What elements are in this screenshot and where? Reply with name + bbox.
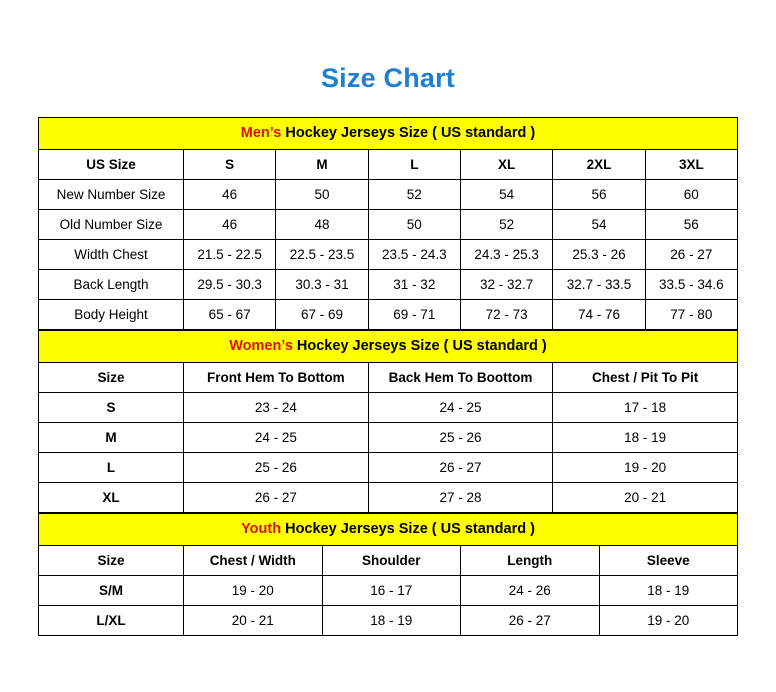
mens-cell: 50 [276, 180, 368, 210]
mens-header-cell: US Size [39, 150, 184, 180]
womens-header-cell: Chest / Pit To Pit [553, 363, 738, 393]
mens-header-cell: M [276, 150, 368, 180]
table-row [39, 180, 738, 210]
womens-banner-rest: Hockey Jerseys Size ( US standard ) [292, 338, 547, 355]
mens-banner [39, 118, 738, 150]
mens-cell: 26 - 27 [645, 240, 737, 270]
youth-header-cell: Size [39, 546, 184, 576]
mens-cell: 24.3 - 25.3 [460, 240, 552, 270]
womens-header-cell: Front Hem To Bottom [184, 363, 369, 393]
table-row [39, 240, 738, 270]
womens-cell: 25 - 26 [368, 423, 553, 453]
mens-cell: 52 [460, 210, 552, 240]
mens-cell: 72 - 73 [460, 300, 552, 330]
mens-cell: 46 [184, 210, 276, 240]
womens-cell: 23 - 24 [184, 393, 369, 423]
mens-cell: 21.5 - 22.5 [184, 240, 276, 270]
mens-cell: 25.3 - 26 [553, 240, 645, 270]
youth-row-label: L/XL [39, 606, 184, 636]
table-header-row [39, 363, 738, 393]
youth-header-cell: Shoulder [322, 546, 461, 576]
table-row [39, 423, 738, 453]
womens-cell: 25 - 26 [184, 453, 369, 483]
womens-cell: 27 - 28 [368, 483, 553, 513]
mens-size-table [38, 117, 738, 330]
mens-header-cell: XL [460, 150, 552, 180]
womens-header-cell: Size [39, 363, 184, 393]
mens-cell: 77 - 80 [645, 300, 737, 330]
mens-cell: 29.5 - 30.3 [184, 270, 276, 300]
mens-cell: 22.5 - 23.5 [276, 240, 368, 270]
mens-row-label: Width Chest [39, 240, 184, 270]
youth-cell: 18 - 19 [599, 576, 738, 606]
table-banner-row [39, 118, 738, 150]
table-row [39, 606, 738, 636]
womens-banner [39, 331, 738, 363]
mens-cell: 30.3 - 31 [276, 270, 368, 300]
mens-header-cell: 3XL [645, 150, 737, 180]
youth-cell: 18 - 19 [322, 606, 461, 636]
mens-cell: 48 [276, 210, 368, 240]
youth-row-label: S/M [39, 576, 184, 606]
mens-row-label: New Number Size [39, 180, 184, 210]
mens-header-cell: L [368, 150, 460, 180]
womens-cell: 24 - 25 [368, 393, 553, 423]
size-tables [38, 117, 738, 636]
womens-header-cell: Back Hem To Boottom [368, 363, 553, 393]
womens-banner-highlight: Women’s [229, 338, 293, 355]
mens-cell: 54 [460, 180, 552, 210]
womens-size-table [38, 330, 738, 513]
youth-cell: 19 - 20 [184, 576, 323, 606]
youth-banner-rest: Hockey Jerseys Size ( US standard ) [281, 521, 535, 538]
mens-cell: 50 [368, 210, 460, 240]
youth-banner [39, 514, 738, 546]
womens-row-label: S [39, 393, 184, 423]
womens-cell: 26 - 27 [368, 453, 553, 483]
youth-header-cell: Sleeve [599, 546, 738, 576]
womens-cell: 24 - 25 [184, 423, 369, 453]
womens-cell: 20 - 21 [553, 483, 738, 513]
table-banner-row [39, 331, 738, 363]
mens-cell: 67 - 69 [276, 300, 368, 330]
table-row [39, 393, 738, 423]
youth-banner-highlight: Youth [241, 521, 282, 538]
mens-cell: 33.5 - 34.6 [645, 270, 737, 300]
page-title: Size Chart [320, 63, 456, 93]
table-row [39, 453, 738, 483]
mens-row-label: Back Length [39, 270, 184, 300]
youth-header-cell: Length [461, 546, 600, 576]
womens-row-label: M [39, 423, 184, 453]
mens-cell: 32.7 - 33.5 [553, 270, 645, 300]
mens-cell: 60 [645, 180, 737, 210]
mens-cell: 23.5 - 24.3 [368, 240, 460, 270]
womens-cell: 26 - 27 [184, 483, 369, 513]
mens-cell: 56 [553, 180, 645, 210]
youth-cell: 26 - 27 [461, 606, 600, 636]
youth-cell: 20 - 21 [184, 606, 323, 636]
table-header-row [39, 546, 738, 576]
table-row [39, 270, 738, 300]
table-row [39, 210, 738, 240]
womens-cell: 18 - 19 [553, 423, 738, 453]
youth-cell: 16 - 17 [322, 576, 461, 606]
mens-banner-highlight: Men’s [240, 125, 282, 142]
youth-header-cell: Chest / Width [184, 546, 323, 576]
mens-cell: 65 - 67 [184, 300, 276, 330]
mens-cell: 56 [645, 210, 737, 240]
mens-cell: 31 - 32 [368, 270, 460, 300]
table-banner-row [39, 514, 738, 546]
mens-cell: 32 - 32.7 [460, 270, 552, 300]
mens-row-label: Body Height [39, 300, 184, 330]
mens-banner-rest: Hockey Jerseys Size ( US standard ) [281, 125, 536, 142]
table-row [39, 576, 738, 606]
womens-cell: 17 - 18 [553, 393, 738, 423]
table-row [39, 300, 738, 330]
mens-cell: 52 [368, 180, 460, 210]
womens-cell: 19 - 20 [553, 453, 738, 483]
mens-header-cell: 2XL [553, 150, 645, 180]
youth-cell: 19 - 20 [599, 606, 738, 636]
womens-row-label: XL [39, 483, 184, 513]
mens-header-cell: S [184, 150, 276, 180]
womens-row-label: L [39, 453, 184, 483]
youth-cell: 24 - 26 [461, 576, 600, 606]
mens-cell: 54 [553, 210, 645, 240]
table-header-row [39, 150, 738, 180]
mens-cell: 74 - 76 [553, 300, 645, 330]
youth-size-table [38, 513, 738, 636]
mens-row-label: Old Number Size [39, 210, 184, 240]
table-row [39, 483, 738, 513]
mens-cell: 46 [184, 180, 276, 210]
mens-cell: 69 - 71 [368, 300, 460, 330]
